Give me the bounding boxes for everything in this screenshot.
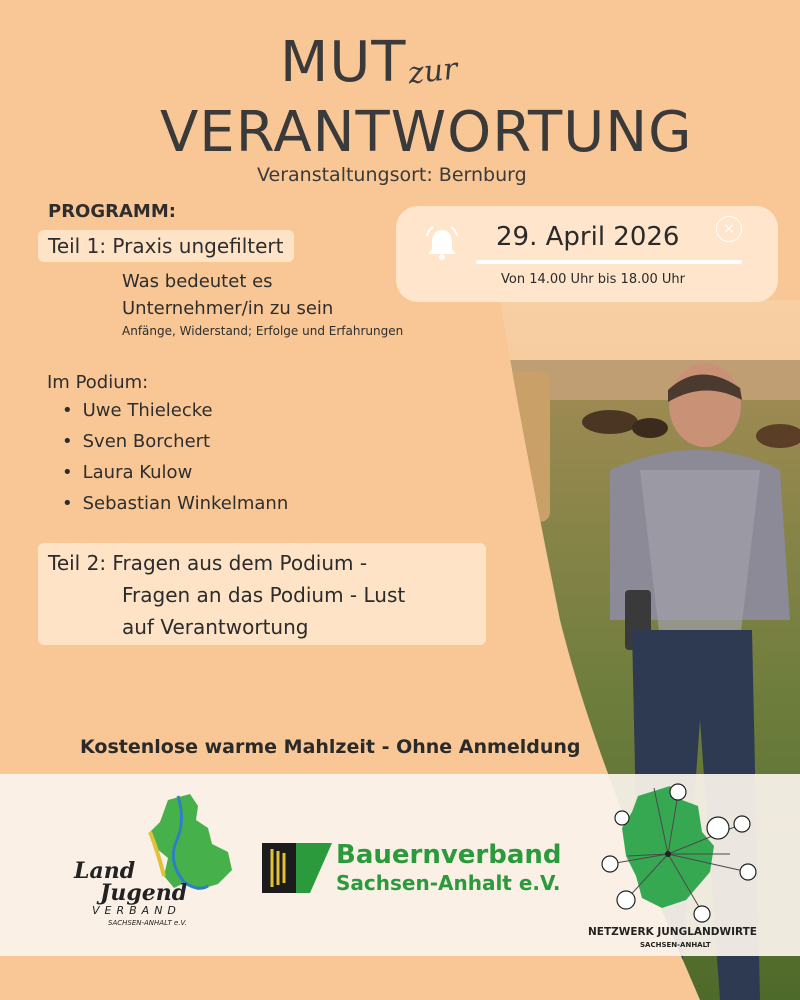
- part1-line3: Anfänge, Widerstand; Erfolge und Erfahrungen: [122, 324, 404, 338]
- part2-line3: auf Verantwortung: [122, 615, 309, 639]
- part1-line2: Unternehmer/in zu sein: [122, 298, 334, 319]
- part1-line1: Was bedeutet es: [122, 271, 273, 292]
- event-date: 29. April 2026: [496, 222, 680, 252]
- bauernverband-line1: Bauernverband: [336, 840, 562, 870]
- netzwerk-line1: NETZWERK JUNGLANDWIRTE: [588, 926, 757, 938]
- event-date-card: [396, 206, 778, 302]
- title-main: VERANTWORTUNG: [160, 100, 693, 165]
- podium-member: • Laura Kulow: [62, 462, 288, 493]
- bauernverband-line2: Sachsen-Anhalt e.V.: [336, 871, 561, 895]
- netzwerk-map-icon: [598, 776, 768, 924]
- part1-label: Teil 1: Praxis ungefiltert: [38, 230, 294, 262]
- part2-line2: Fragen an das Podium - Lust: [122, 583, 406, 607]
- venue-text: Veranstaltungsort: Bernburg: [257, 164, 527, 186]
- landjugend-line3: VERBAND: [92, 904, 181, 917]
- landjugend-line1: Land: [74, 858, 136, 884]
- title-mut: MUT: [280, 30, 407, 95]
- podium-member: • Sebastian Winkelmann: [62, 493, 288, 524]
- part2-line1: Teil 2: Fragen aus dem Podium -: [48, 551, 368, 575]
- date-divider: [476, 260, 742, 264]
- meal-note: Kostenlose warme Mahlzeit - Ohne Anmeldung: [80, 736, 581, 758]
- title-zur: zur: [406, 51, 460, 92]
- part2-box: [38, 543, 486, 645]
- event-time: Von 14.00 Uhr bis 18.00 Uhr: [501, 272, 686, 287]
- program-heading: PROGRAMM:: [48, 201, 176, 222]
- bell-icon: [422, 224, 462, 264]
- netzwerk-line2: SACHSEN-ANHALT: [640, 941, 711, 949]
- podium-title: Im Podium:: [47, 372, 149, 393]
- podium-list: [62, 400, 288, 524]
- podium-member: • Sven Borchert: [62, 431, 288, 462]
- bauernverband-logo-icon: [262, 843, 332, 893]
- close-icon[interactable]: ×: [716, 216, 742, 242]
- podium-member: • Uwe Thielecke: [62, 400, 288, 431]
- landjugend-line2: Jugend: [100, 880, 188, 906]
- landjugend-line4: SACHSEN-ANHALT e.V.: [108, 919, 187, 927]
